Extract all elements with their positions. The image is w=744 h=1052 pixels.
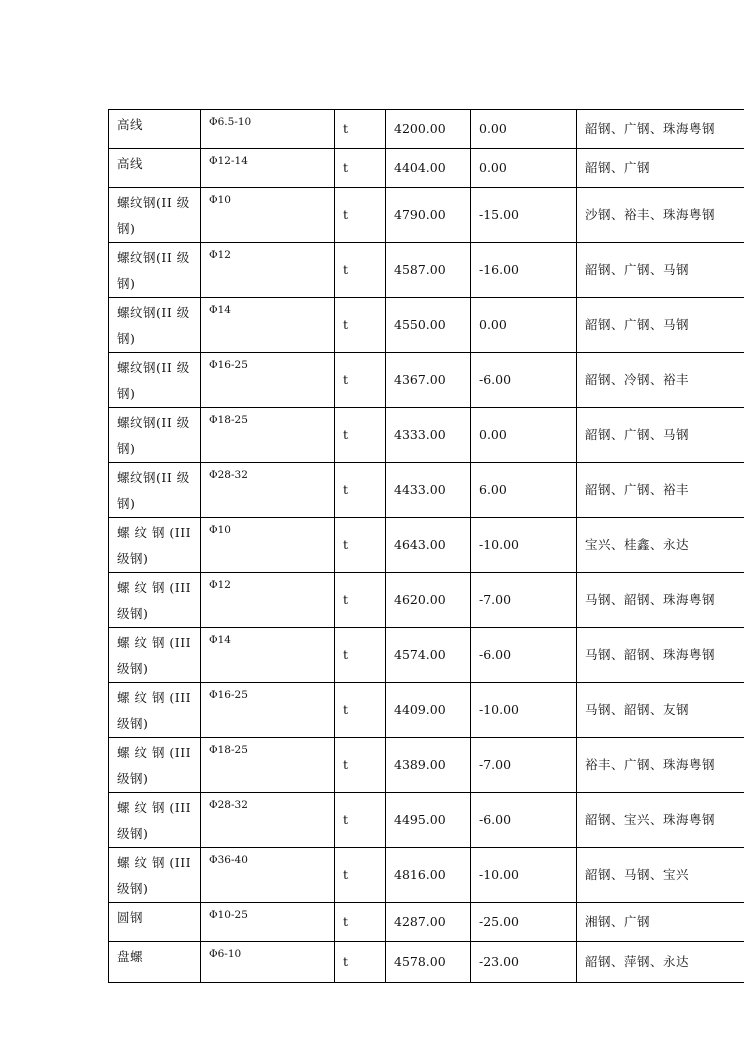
steel-price-table — [108, 109, 744, 983]
spec-cell: Φ28-32 — [201, 463, 335, 518]
change-cell: 6.00 — [471, 463, 577, 518]
change-cell: -6.00 — [471, 628, 577, 683]
product-name-cell: 螺 纹 钢 (III 级钢) — [109, 518, 201, 573]
spec-cell: Φ10 — [201, 518, 335, 573]
table-row — [109, 188, 744, 243]
change-cell: -10.00 — [471, 518, 577, 573]
makers-cell: 韶钢、萍钢、永达 — [577, 942, 744, 983]
unit-cell: t — [335, 738, 386, 793]
price-cell: 4495.00 — [386, 793, 471, 848]
price-cell: 4409.00 — [386, 683, 471, 738]
spec-cell: Φ14 — [201, 628, 335, 683]
spec-cell: Φ16-25 — [201, 353, 335, 408]
spec-cell: Φ10-25 — [201, 903, 335, 942]
makers-cell: 韶钢、广钢、珠海粤钢 — [577, 110, 744, 149]
unit-cell: t — [335, 848, 386, 903]
unit-cell: t — [335, 243, 386, 298]
price-cell: 4816.00 — [386, 848, 471, 903]
price-cell: 4389.00 — [386, 738, 471, 793]
product-name-cell: 圆钢 — [109, 903, 201, 942]
product-name-cell: 螺纹钢(II 级钢) — [109, 408, 201, 463]
spec-cell: Φ6.5-10 — [201, 110, 335, 149]
unit-cell: t — [335, 628, 386, 683]
product-name-cell: 盘螺 — [109, 942, 201, 983]
price-cell: 4200.00 — [386, 110, 471, 149]
price-cell: 4550.00 — [386, 298, 471, 353]
unit-cell: t — [335, 149, 386, 188]
product-name-cell: 螺 纹 钢 (III 级钢) — [109, 628, 201, 683]
price-cell: 4433.00 — [386, 463, 471, 518]
makers-cell: 马钢、韶钢、友钢 — [577, 683, 744, 738]
price-cell: 4587.00 — [386, 243, 471, 298]
price-cell: 4574.00 — [386, 628, 471, 683]
makers-cell: 沙钢、裕丰、珠海粤钢 — [577, 188, 744, 243]
unit-cell: t — [335, 573, 386, 628]
table-row — [109, 942, 744, 983]
unit-cell: t — [335, 188, 386, 243]
product-name-cell: 螺纹钢(II 级钢) — [109, 188, 201, 243]
makers-cell: 韶钢、宝兴、珠海粤钢 — [577, 793, 744, 848]
table-row — [109, 793, 744, 848]
makers-cell: 韶钢、冷钢、裕丰 — [577, 353, 744, 408]
table-row — [109, 463, 744, 518]
unit-cell: t — [335, 353, 386, 408]
makers-cell: 裕丰、广钢、珠海粤钢 — [577, 738, 744, 793]
unit-cell: t — [335, 942, 386, 983]
spec-cell: Φ10 — [201, 188, 335, 243]
spec-cell: Φ18-25 — [201, 408, 335, 463]
spec-cell: Φ16-25 — [201, 683, 335, 738]
price-cell: 4333.00 — [386, 408, 471, 463]
makers-cell: 马钢、韶钢、珠海粤钢 — [577, 573, 744, 628]
table-row — [109, 353, 744, 408]
makers-cell: 韶钢、广钢、马钢 — [577, 408, 744, 463]
price-cell: 4620.00 — [386, 573, 471, 628]
unit-cell: t — [335, 298, 386, 353]
makers-cell: 韶钢、广钢、裕丰 — [577, 463, 744, 518]
table-row — [109, 518, 744, 573]
table-row — [109, 110, 744, 149]
spec-cell: Φ12 — [201, 573, 335, 628]
table-row — [109, 683, 744, 738]
spec-cell: Φ6-10 — [201, 942, 335, 983]
change-cell: -25.00 — [471, 903, 577, 942]
makers-cell: 韶钢、广钢 — [577, 149, 744, 188]
spec-cell: Φ12 — [201, 243, 335, 298]
makers-cell: 宝兴、桂鑫、永达 — [577, 518, 744, 573]
product-name-cell: 螺 纹 钢 (III 级钢) — [109, 848, 201, 903]
product-name-cell: 高线 — [109, 110, 201, 149]
makers-cell: 湘钢、广钢 — [577, 903, 744, 942]
unit-cell: t — [335, 903, 386, 942]
change-cell: 0.00 — [471, 408, 577, 463]
change-cell: -7.00 — [471, 738, 577, 793]
product-name-cell: 螺 纹 钢 (III 级钢) — [109, 683, 201, 738]
makers-cell: 韶钢、广钢、马钢 — [577, 298, 744, 353]
unit-cell: t — [335, 408, 386, 463]
table-row — [109, 738, 744, 793]
change-cell: -10.00 — [471, 848, 577, 903]
price-cell: 4404.00 — [386, 149, 471, 188]
price-cell: 4287.00 — [386, 903, 471, 942]
table-row — [109, 628, 744, 683]
spec-cell: Φ14 — [201, 298, 335, 353]
product-name-cell: 螺纹钢(II 级钢) — [109, 243, 201, 298]
unit-cell: t — [335, 793, 386, 848]
makers-cell: 马钢、韶钢、珠海粤钢 — [577, 628, 744, 683]
change-cell: -6.00 — [471, 793, 577, 848]
table-row — [109, 149, 744, 188]
change-cell: -6.00 — [471, 353, 577, 408]
table-row — [109, 298, 744, 353]
unit-cell: t — [335, 683, 386, 738]
table-row — [109, 903, 744, 942]
spec-cell: Φ28-32 — [201, 793, 335, 848]
product-name-cell: 螺纹钢(II 级钢) — [109, 353, 201, 408]
change-cell: -15.00 — [471, 188, 577, 243]
table-row — [109, 408, 744, 463]
price-cell: 4790.00 — [386, 188, 471, 243]
change-cell: -10.00 — [471, 683, 577, 738]
spec-cell: Φ12-14 — [201, 149, 335, 188]
table-row — [109, 573, 744, 628]
table-row — [109, 243, 744, 298]
unit-cell: t — [335, 463, 386, 518]
unit-cell: t — [335, 110, 386, 149]
change-cell: 0.00 — [471, 298, 577, 353]
table-body — [109, 110, 744, 983]
spec-cell: Φ18-25 — [201, 738, 335, 793]
product-name-cell: 螺 纹 钢 (III 级钢) — [109, 573, 201, 628]
price-cell: 4367.00 — [386, 353, 471, 408]
price-cell: 4643.00 — [386, 518, 471, 573]
product-name-cell: 螺纹钢(II 级钢) — [109, 298, 201, 353]
unit-cell: t — [335, 518, 386, 573]
spec-cell: Φ36-40 — [201, 848, 335, 903]
table-row — [109, 848, 744, 903]
product-name-cell: 螺 纹 钢 (III 级钢) — [109, 738, 201, 793]
makers-cell: 韶钢、广钢、马钢 — [577, 243, 744, 298]
change-cell: -23.00 — [471, 942, 577, 983]
change-cell: 0.00 — [471, 110, 577, 149]
makers-cell: 韶钢、马钢、宝兴 — [577, 848, 744, 903]
product-name-cell: 螺纹钢(II 级钢) — [109, 463, 201, 518]
product-name-cell: 螺 纹 钢 (III 级钢) — [109, 793, 201, 848]
product-name-cell: 高线 — [109, 149, 201, 188]
change-cell: 0.00 — [471, 149, 577, 188]
change-cell: -16.00 — [471, 243, 577, 298]
price-cell: 4578.00 — [386, 942, 471, 983]
change-cell: -7.00 — [471, 573, 577, 628]
